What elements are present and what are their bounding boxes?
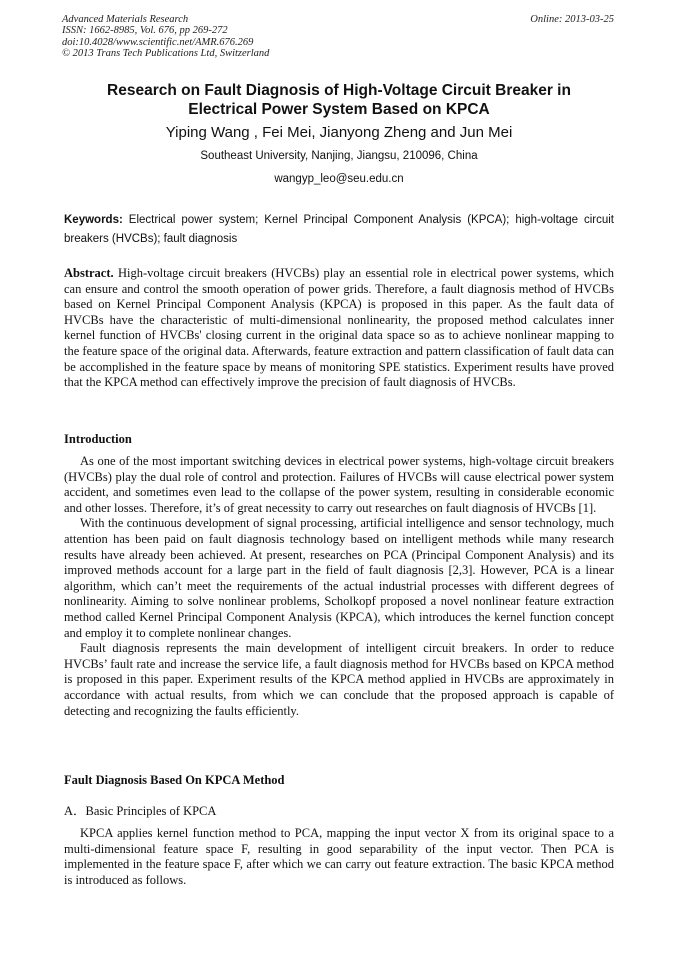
introduction-body xyxy=(64,454,614,719)
journal-name: Advanced Materials Research xyxy=(62,14,189,25)
abstract-block xyxy=(64,266,614,391)
kpca-paragraph: KPCA applies kernel function method to PCA, mapping the input vector X from its original space to a multi-dimensional feature space F, resulting in good separability of the input vector. Then PCA is implemented in the feature space F, after which we can carry out feature extraction. The basic KPCA method is introduced as follows. xyxy=(64,826,614,887)
introduction-heading: Introduction xyxy=(64,432,132,446)
online-date: Online: 2013-03-25 xyxy=(530,14,614,25)
journal-header xyxy=(62,14,269,59)
copyright-line: © 2013 Trans Tech Publications Ltd, Switzerland xyxy=(62,47,270,59)
keywords-block xyxy=(64,211,614,249)
title-line-1: Research on Fault Diagnosis of High-Voltage Circuit Breaker in xyxy=(107,82,571,99)
subsection-heading-basic-principles: A．Basic Principles of KPCA xyxy=(64,804,217,818)
author-email: wangyp_leo@seu.edu.cn xyxy=(274,173,404,185)
kpca-body xyxy=(64,826,614,888)
intro-paragraph-3: Fault diagnosis represents the main development of intelligent circuit breakers. In order to reduce HVCBs’ fault rate and increase the service life, a fault diagnosis method for HVCBs based on KPCA method is proposed in this paper. Experiment results of the KPCA method applied in HVCBs are approximately in accordance with actual results, from which we can conclude that the proposed approach is capable of detecting and recognizing the faults efficiently. xyxy=(64,641,614,718)
intro-paragraph-2: With the continuous development of signal processing, artificial intelligence and sensor technology, much attention has been paid on fault diagnosis technology based on intelligent methods while many research results have already been achieved. At present, researches on PCA (Principal Component Analysis) and its improved methods account for a large part in the field of fault diagnosis [2,3]. However, PCA is a linear algorithm, which can’t meet the requirements of the actual industrial processes with different degrees of nonlinearity. Aiming to solve nonlinear problems, Scholkopf proposed a novel nonlinear feature extraction method called Kernel Principal Component Analysis (KPCA), which introduces the kernel function concept and employ it to complete nonlinear changes. xyxy=(64,516,614,640)
title-line-2: Electrical Power System Based on KPCA xyxy=(188,101,490,118)
issn-line: ISSN: 1662-8985, Vol. 676, pp 269-272 xyxy=(62,25,228,37)
abstract-label: Abstract. xyxy=(64,266,114,280)
keywords-label: Keywords: xyxy=(64,214,123,226)
section-heading-kpca-method: Fault Diagnosis Based On KPCA Method xyxy=(64,773,285,787)
author-list: Yiping Wang , Fei Mei, Jianyong Zheng and Jun Mei xyxy=(165,124,513,141)
keywords-text: Electrical power system; Kernel Principal Component Analysis (KPCA); high-voltage circuit breakers (HVCBs); fault diagnosis xyxy=(64,214,614,245)
doi-line: doi:10.4028/www.scientific.net/AMR.676.269 xyxy=(62,36,254,48)
intro-paragraph-1: As one of the most important switching devices in electrical power systems, high-voltage circuit breakers (HVCBs) play the dual role of control and protection. Failures of HVCBs will cause electrical power system accident, and sometimes even lead to the collapse of the power system, resulting in considerable economic and other losses. Therefore, it’s of great necessity to carry out researches on fault diagnosis of HVCBs [1]. xyxy=(64,454,614,515)
paper-title xyxy=(64,81,614,119)
affiliation: Southeast University, Nanjing, Jiangsu, 210096, China xyxy=(200,150,478,162)
abstract-text: High-voltage circuit breakers (HVCBs) play an essential role in electrical power systems, which can ensure and control the smooth operation of power grids. Therefore, a fault diagnosis method of HVCBs based on Kernel Principal Component Analysis (KPCA) is proposed in this paper. As the fault data of HVCBs have the characteristic of multi-dimensional nonlinearity, the proposed method calculates inner kernel function of HVCBs' closing current in the original data space so as to achieve nonlinear mapping to the feature space of the original data. Afterwards, feature extraction and pattern classification of fault data can be accomplished in the feature space by means of monitoring SPE statistics. Experiment results have proved that the KPCA method can effectively improve the precision of fault diagnosis of HVCBs. xyxy=(64,266,614,390)
